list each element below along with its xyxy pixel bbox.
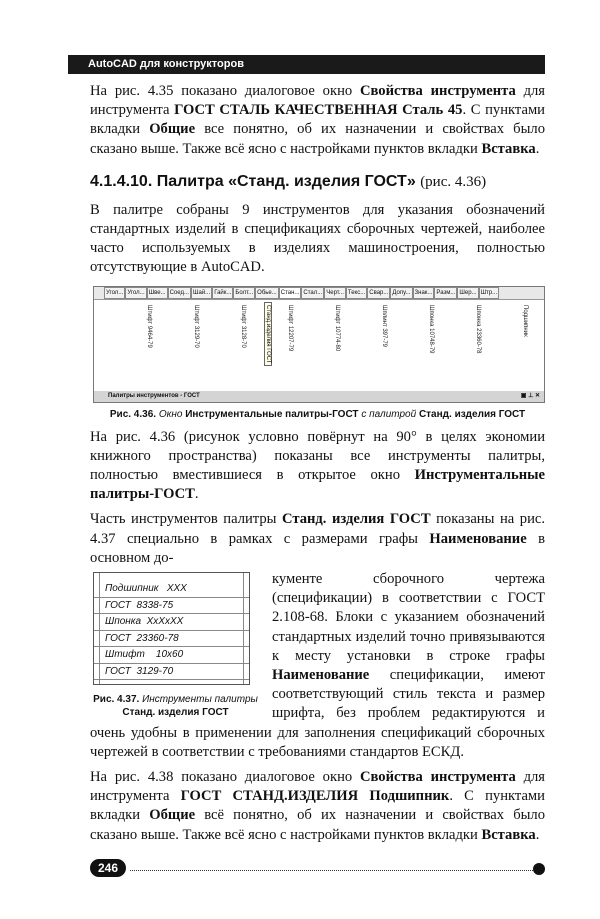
- palette-tab[interactable]: Допу...: [390, 287, 412, 299]
- palette-tool[interactable]: Штифт 12207-79: [287, 304, 293, 351]
- text: .: [535, 826, 540, 843]
- palette-tab[interactable]: Черт...: [324, 287, 346, 299]
- bold-text: Свойства инструмента: [359, 769, 516, 786]
- bullet-dot: [533, 863, 545, 875]
- text: На рис. 4.35 показано диалоговое окно: [90, 83, 360, 99]
- bold-text: Общие: [149, 121, 196, 138]
- page-footer: [90, 859, 545, 879]
- text: На рис. 4.38 показано диалоговое окно: [90, 769, 360, 786]
- running-header: AutoCAD для конструкторов: [68, 55, 545, 74]
- palette-tool[interactable]: Штифт 9464-79: [146, 304, 152, 348]
- text: все понятно, об их назначении и свойствах было сказано выше. Также всё ясно с настройками пунктов вкладки: [90, 121, 545, 157]
- palette-tab[interactable]: Свар...: [367, 287, 390, 299]
- palette-tab[interactable]: Стал...: [301, 287, 324, 299]
- palette-tool[interactable]: Шпонка 10748-79: [428, 304, 434, 354]
- text: кументе сборочного чертежа (спецификации) в соответствии с ГОСТ 2.108-68. Блоки с указанием обозначений стандартных изделий точно привязываются к месту установки в строке графы: [272, 571, 545, 664]
- bold-text: Станд. изделия ГОСТ: [418, 408, 526, 420]
- palette-tab[interactable]: Болт...: [233, 287, 255, 299]
- text: На рис. 4.36 (рисунок условно повёрнут на 90° в целях экономии книжного пространства) показаны все инструменты палитры, полностью вместившиеся в открытое окно: [90, 428, 545, 484]
- palette-tab[interactable]: Шай...: [191, 287, 212, 299]
- bold-text: Вставка: [481, 826, 536, 843]
- window-controls[interactable]: ▣ ⊥ ✕: [520, 392, 540, 399]
- palette-title: Палитры инструментов - ГОСТ: [108, 392, 200, 399]
- text: Инструменты палитры: [139, 694, 258, 706]
- text: Часть инструментов палитры: [90, 511, 282, 528]
- tool-palette-screenshot: [93, 286, 545, 403]
- table-row: Шпонка XxXxXX: [94, 614, 249, 631]
- bold-text: ГОСТ СТАЛЬ КАЧЕСТВЕННАЯ Сталь 45: [174, 102, 463, 119]
- bold-text: Вставка: [481, 140, 536, 157]
- paragraph-3: [90, 428, 545, 505]
- bold-text: ГОСТ СТАНД.ИЗДЕЛИЯ Подшипник: [180, 788, 450, 805]
- text: в основном до-: [90, 530, 545, 566]
- palette-tool[interactable]: Шплинт 397-79: [381, 304, 387, 347]
- tooltip: Станд.изделия ГОСТ: [264, 302, 272, 367]
- palette-tab[interactable]: Шер...: [457, 287, 478, 299]
- table-row: ГОСТ 3129-70: [94, 664, 249, 681]
- palette-titlebar: [94, 391, 544, 402]
- palette-tool[interactable]: Штифт 10774-80: [334, 304, 340, 351]
- caption-num: Рис. 4.36.: [109, 408, 157, 420]
- palette-tab[interactable]: Соед...: [168, 287, 191, 299]
- palette-tab[interactable]: Угол...: [125, 287, 146, 299]
- text: всё понятно, об их назначении и свойствах было сказано выше. Также всё ясно с настройками пунктов вкладки: [90, 807, 545, 843]
- dotted-rule: [130, 870, 533, 871]
- palette-tab[interactable]: Обье...: [255, 287, 279, 299]
- bold-text: Свойства инструмента: [359, 83, 516, 99]
- text: .: [194, 486, 199, 503]
- palette-tool[interactable]: Штифт 3129-70: [193, 304, 199, 348]
- palette-tab[interactable]: Текс...: [346, 287, 367, 299]
- text: .: [535, 140, 540, 157]
- table-row: Штифт 10x60: [94, 647, 249, 664]
- bold-text: Наименование: [272, 667, 370, 684]
- paragraph-6: [90, 768, 545, 845]
- heading-text: 4.1.4.10. Палитра «Станд. изделия ГОСТ»: [90, 172, 416, 190]
- paragraph-1: [90, 82, 545, 159]
- figure-caption-4-36: [90, 409, 545, 420]
- table-row: ГОСТ 23360-78: [94, 631, 249, 648]
- table-row: Подшипник XXX: [94, 581, 249, 598]
- caption-num: Рис. 4.37.: [93, 694, 140, 706]
- text: . С пунктами вкладки: [90, 102, 545, 138]
- figure-4-37: [93, 572, 258, 719]
- palette-tab[interactable]: Разм...: [434, 287, 457, 299]
- palette-tool[interactable]: Шпонка 23360-78: [475, 304, 481, 354]
- text: с палитрой: [358, 408, 419, 420]
- section-heading: [90, 173, 545, 191]
- text: . С пунктами вкладки: [90, 788, 545, 824]
- bold-text: Инструментальные палитры-ГОСТ: [185, 408, 359, 420]
- paragraph-2: В палитре собраны 9 инструментов для указания обозначений стандартных изделий в спецификациях сборочных чертежей, наиболее часто используемых в изделиях машиностроения, полностью отсутствующие в AutoCAD.: [90, 201, 545, 276]
- palette-tab[interactable]: Шве...: [147, 287, 168, 299]
- palette-tool[interactable]: Подшипник: [522, 304, 528, 337]
- text: для инструмента: [90, 83, 546, 119]
- palette-tab[interactable]: Гайк...: [212, 287, 233, 299]
- figure-caption-4-37: [93, 693, 258, 719]
- page-number: 246: [90, 859, 126, 877]
- text: для инструмента: [90, 769, 546, 805]
- gost-table-figure: [93, 572, 250, 685]
- paragraph-4: [90, 510, 545, 568]
- text-column: [90, 0, 545, 919]
- table-row: ГОСТ 8338-75: [94, 598, 249, 615]
- palette-tab[interactable]: Стан...: [279, 287, 302, 299]
- bold-text: Станд. изделия ГОСТ: [282, 511, 431, 528]
- palette-tab[interactable]: Знак...: [413, 287, 435, 299]
- bold-text: Общие: [149, 807, 196, 824]
- bold-text: Станд. изделия ГОСТ: [122, 707, 229, 719]
- text: спецификации, имеют соответствующий стиль текста и размер шрифта, без проблем редактируются и очень удобны в применении для заполнения спецификаций сборочных чертежей в соответствии с требованиями стандартов ЕСКД.: [90, 667, 545, 760]
- palette-tool[interactable]: Штифт 3128-70: [240, 304, 246, 348]
- palette-tabs: [94, 287, 544, 300]
- palette-tab[interactable]: Штр...: [479, 287, 500, 299]
- bold-text: Инструментальные палитры-ГОСТ: [90, 467, 545, 503]
- heading-ref: (рис. 4.36): [420, 173, 487, 190]
- text: показаны на рис. 4.37 специально в рамках с размерами графы: [90, 511, 546, 547]
- text: Окно: [156, 408, 186, 420]
- bold-text: Наименование: [429, 530, 527, 547]
- palette-tab[interactable]: Угол...: [104, 287, 125, 299]
